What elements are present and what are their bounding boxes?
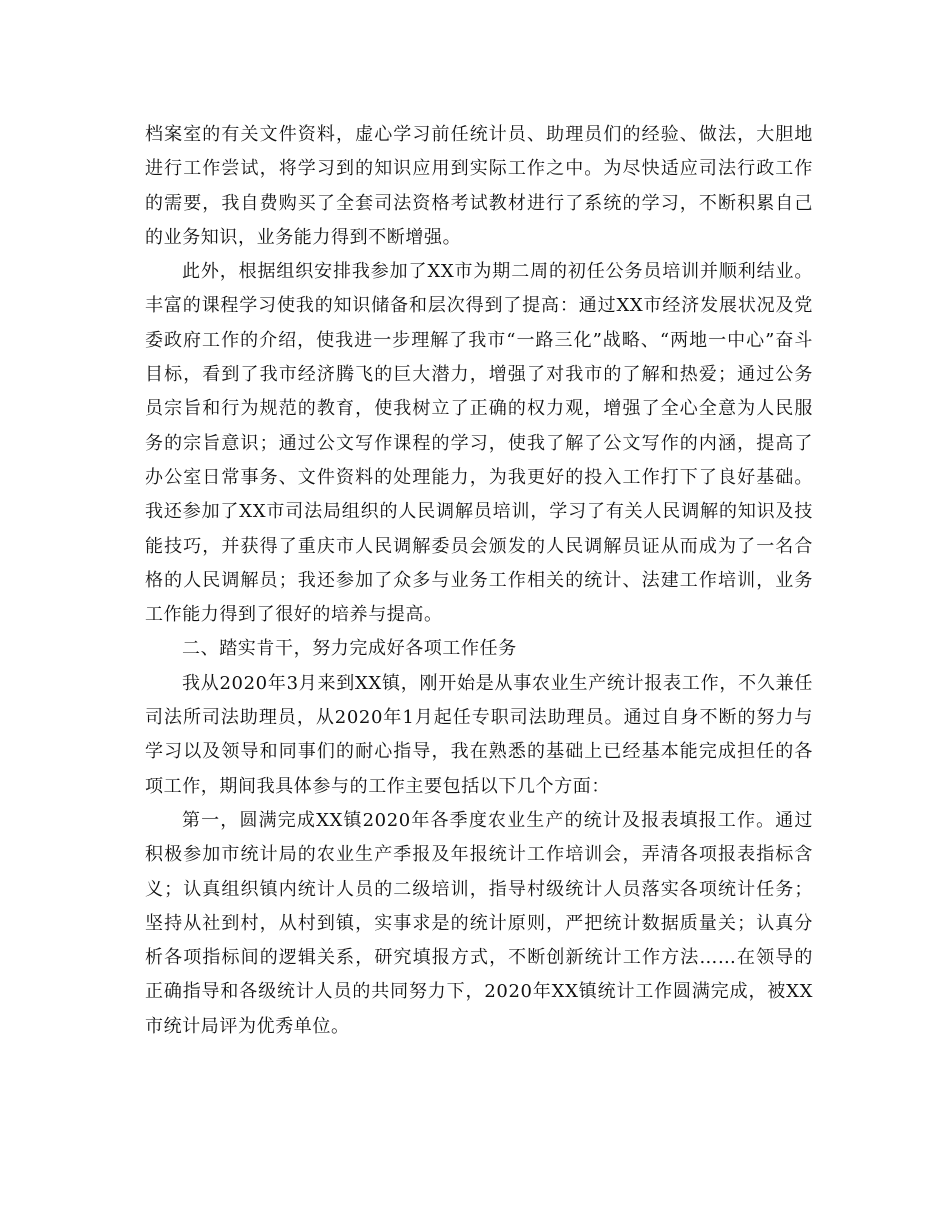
paragraph-training: 此外，根据组织安排我参加了XX市为期二周的初任公务员培训并顺利结业。丰富的课程学习使我的知识储备和层次得到了提高：通过XX市经济发展状况及党委政府工作的介绍，使我进一步理解了我市“一路三化”战略、“两地一中心”奋斗目标，看到了我市经济腾飞的巨大潜力，增强了对我市的了解和热爱；通过公务员宗旨和行为规范的教育，使我树立了正确的权力观，增强了全心全意为人民服务的宗旨意识；通过公文写作课程的学习，使我了解了公文写作的内涵，提高了办公室日常事务、文件资料的处理能力，为我更好的投入工作打下了良好基础。我还参加了XX市司法局组织的人民调解员培训，学习了有关人民调解的知识及技能技巧，并获得了重庆市人民调解委员会颁发的人民调解员证从而成为了一名合格的人民调解员；我还参加了众多与业务工作相关的统计、法建工作培训，业务工作能力得到了很好的培养与提高。 xyxy=(145,261,813,626)
paragraph-study-materials: 档案室的有关文件资料，虚心学习前任统计员、助理员们的经验、做法，大胆地进行工作尝试，将学习到的知识应用到实际工作之中。为尽快适应司法行政工作的需要，我自费购买了全套司法资格考试教材进行了系统的学习，不断积累自己的业务知识，业务能力得到不断增强。 xyxy=(145,124,813,248)
paragraph-work-history: 我从2020年3月来到XX镇，刚开始是从事农业生产统计报表工作，不久兼任司法所司法助理员，从2020年1月起任专职司法助理员。通过自身不断的努力与学习以及领导和同事们的耐心指导，我在熟悉的基础上已经基本能完成担任的各项工作，期间我具体参与的工作主要包括以下几个方面： xyxy=(145,672,813,797)
paragraph-statistics-work: 第一，圆满完成XX镇2020年各季度农业生产的统计及报表填报工作。通过积极参加市统计局的农业生产季报及年报统计工作培训会，弄清各项报表指标含义；认真组织镇内统计人员的二级培训，指导村级统计人员落实各项统计任务；坚持从社到村，从村到镇，实事求是的统计原则，严把统计数据质量关；认真分析各项指标间的逻辑关系，研究填报方式，不断创新统计工作方法……在领导的正确指导和各级统计人员的共同努力下，2020年XX镇统计工作圆满完成，被XX市统计局评为优秀单位。 xyxy=(145,809,813,1037)
document-body xyxy=(145,118,813,1044)
section-heading-work-tasks: 二、踏实肯干，努力完成好各项工作任务 xyxy=(182,638,517,660)
